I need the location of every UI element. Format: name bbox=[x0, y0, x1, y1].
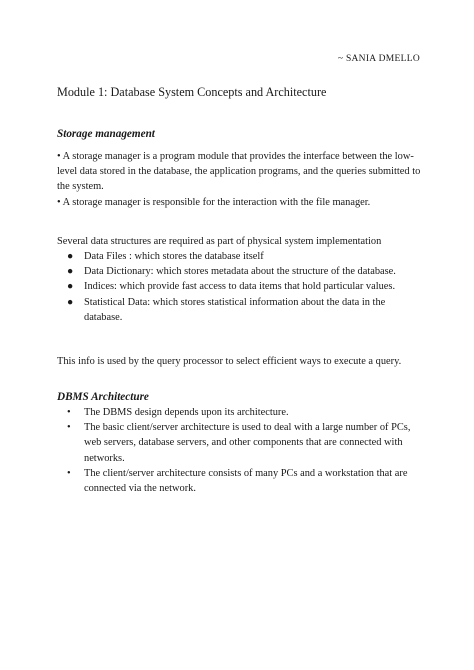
bullet-icon: • bbox=[67, 407, 71, 418]
author-name: ~ SANIA DMELLO bbox=[337, 54, 420, 64]
list-item-text: The client/server architecture consists of many PCs and a workstation that are connected via the network. bbox=[84, 467, 408, 495]
storage-point-1: • A storage manager is a program module that provides the interface between the low-level data stored in the database, the application programs, and the queries submitted to the system. bbox=[57, 151, 421, 193]
list-item-text: Data Files : which stores the database itself bbox=[84, 251, 264, 262]
storage-management-text bbox=[57, 149, 427, 210]
dbms-architecture-heading: DBMS Architecture bbox=[57, 391, 149, 403]
list-item-text: The DBMS design depends upon its architecture. bbox=[84, 407, 289, 418]
list-item-text: The basic client/server architecture is used to deal with a large number of PCs, web servers, database servers, and other components that are connected with networks. bbox=[84, 422, 411, 464]
bullet-icon: ● bbox=[67, 266, 74, 278]
bullet-icon: ● bbox=[67, 281, 74, 293]
storage-management-heading: Storage management bbox=[57, 128, 155, 140]
list-item bbox=[57, 249, 420, 264]
data-structures-list bbox=[57, 249, 420, 325]
bullet-icon: • bbox=[67, 467, 71, 479]
dbms-architecture-list bbox=[57, 405, 420, 496]
list-item bbox=[57, 466, 420, 496]
list-item-text: Indices: which provide fast access to data items that hold particular values. bbox=[84, 281, 396, 293]
page-title: Module 1: Database System Concepts and Architecture bbox=[57, 85, 327, 99]
bullet-icon: ● bbox=[67, 296, 74, 308]
list-item-text: Statistical Data: which stores statistical information about the data in the database. bbox=[84, 296, 386, 323]
bullet-icon: • bbox=[67, 422, 71, 434]
list-item bbox=[57, 279, 420, 294]
storage-point-2: • A storage manager is responsible for the interaction with the file manager. bbox=[57, 196, 371, 208]
bullet-icon: ● bbox=[67, 251, 74, 262]
data-structures-intro: Several data structures are required as part of physical system implementation bbox=[57, 236, 382, 247]
list-item bbox=[57, 295, 420, 325]
list-item bbox=[57, 420, 420, 466]
list-item bbox=[57, 264, 420, 279]
list-item bbox=[57, 405, 420, 420]
data-structures-outro: This info is used by the query processor to select efficient ways to execute a query. bbox=[57, 356, 402, 367]
list-item-text: Data Dictionary: which stores metadata about the structure of the database. bbox=[84, 266, 396, 278]
